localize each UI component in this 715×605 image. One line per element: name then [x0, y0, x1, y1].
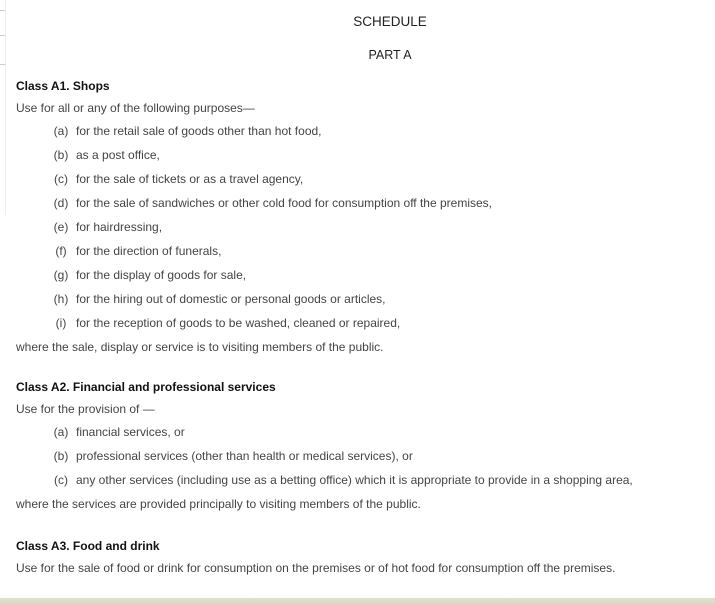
- list-item: [16, 215, 706, 239]
- list-item: [16, 143, 706, 167]
- bottom-bar: [0, 598, 715, 605]
- list-item: [16, 468, 706, 492]
- item-label: (b): [53, 449, 69, 463]
- item-text: for the display of goods for sale,: [76, 268, 247, 282]
- item-label: (c): [54, 473, 68, 487]
- item-text: for the sale of tickets or as a travel agency,: [76, 172, 304, 186]
- list-item: [16, 167, 706, 191]
- class-a1-intro: Use for all or any of the following purposes—: [16, 101, 255, 115]
- item-text: for the reception of goods to be washed, cleaned or repaired,: [76, 316, 401, 330]
- list-item: [16, 263, 706, 287]
- schedule-title: SCHEDULE: [353, 14, 427, 29]
- list-item: [16, 239, 706, 263]
- item-label: (c): [54, 172, 68, 186]
- list-item: [16, 311, 706, 335]
- item-label: (a): [53, 425, 69, 439]
- list-item: [16, 420, 706, 444]
- left-margin-strip: [0, 0, 6, 215]
- item-text: for hairdressing,: [76, 220, 163, 234]
- item-text: any other services (including use as a betting office) which it is appropriate to provide in a shopping area,: [76, 473, 633, 487]
- item-label: (d): [53, 196, 69, 210]
- class-a2-list: [16, 420, 706, 492]
- item-label: (b): [53, 148, 69, 162]
- class-a2-heading: Class A2. Financial and professional services: [16, 380, 276, 394]
- class-a2-intro: Use for the provision of —: [16, 402, 155, 416]
- class-a1-list: [16, 119, 706, 335]
- list-item: [16, 119, 706, 143]
- item-label: (e): [53, 220, 69, 234]
- item-text: as a post office,: [76, 148, 160, 162]
- item-label: (h): [53, 292, 69, 306]
- class-a2-closing: where the services are provided principally to visiting members of the public.: [16, 497, 421, 511]
- item-text: for the retail sale of goods other than hot food,: [76, 124, 322, 138]
- item-label: (f): [55, 244, 67, 258]
- class-a3-intro: Use for the sale of food or drink for consumption on the premises or of hot food for consumption off the premises.: [16, 561, 616, 575]
- item-text: for the hiring out of domestic or personal goods or articles,: [76, 292, 386, 306]
- item-label: (i): [55, 316, 67, 330]
- list-item: [16, 444, 706, 468]
- item-text: for the direction of funerals,: [76, 244, 222, 258]
- item-label: (g): [53, 268, 69, 282]
- item-label: (a): [53, 124, 69, 138]
- item-text: for the sale of sandwiches or other cold food for consumption off the premises,: [76, 196, 493, 210]
- document: [16, 0, 706, 579]
- part-heading: PART A: [368, 48, 412, 62]
- item-text: professional services (other than health or medical services), or: [76, 449, 413, 463]
- item-text: financial services, or: [76, 425, 185, 439]
- list-item: [16, 287, 706, 311]
- class-a1-closing: where the sale, display or service is to visiting members of the public.: [16, 340, 384, 354]
- class-a3-heading: Class A3. Food and drink: [16, 539, 160, 553]
- class-a1-heading: Class A1. Shops: [16, 79, 110, 93]
- list-item: [16, 191, 706, 215]
